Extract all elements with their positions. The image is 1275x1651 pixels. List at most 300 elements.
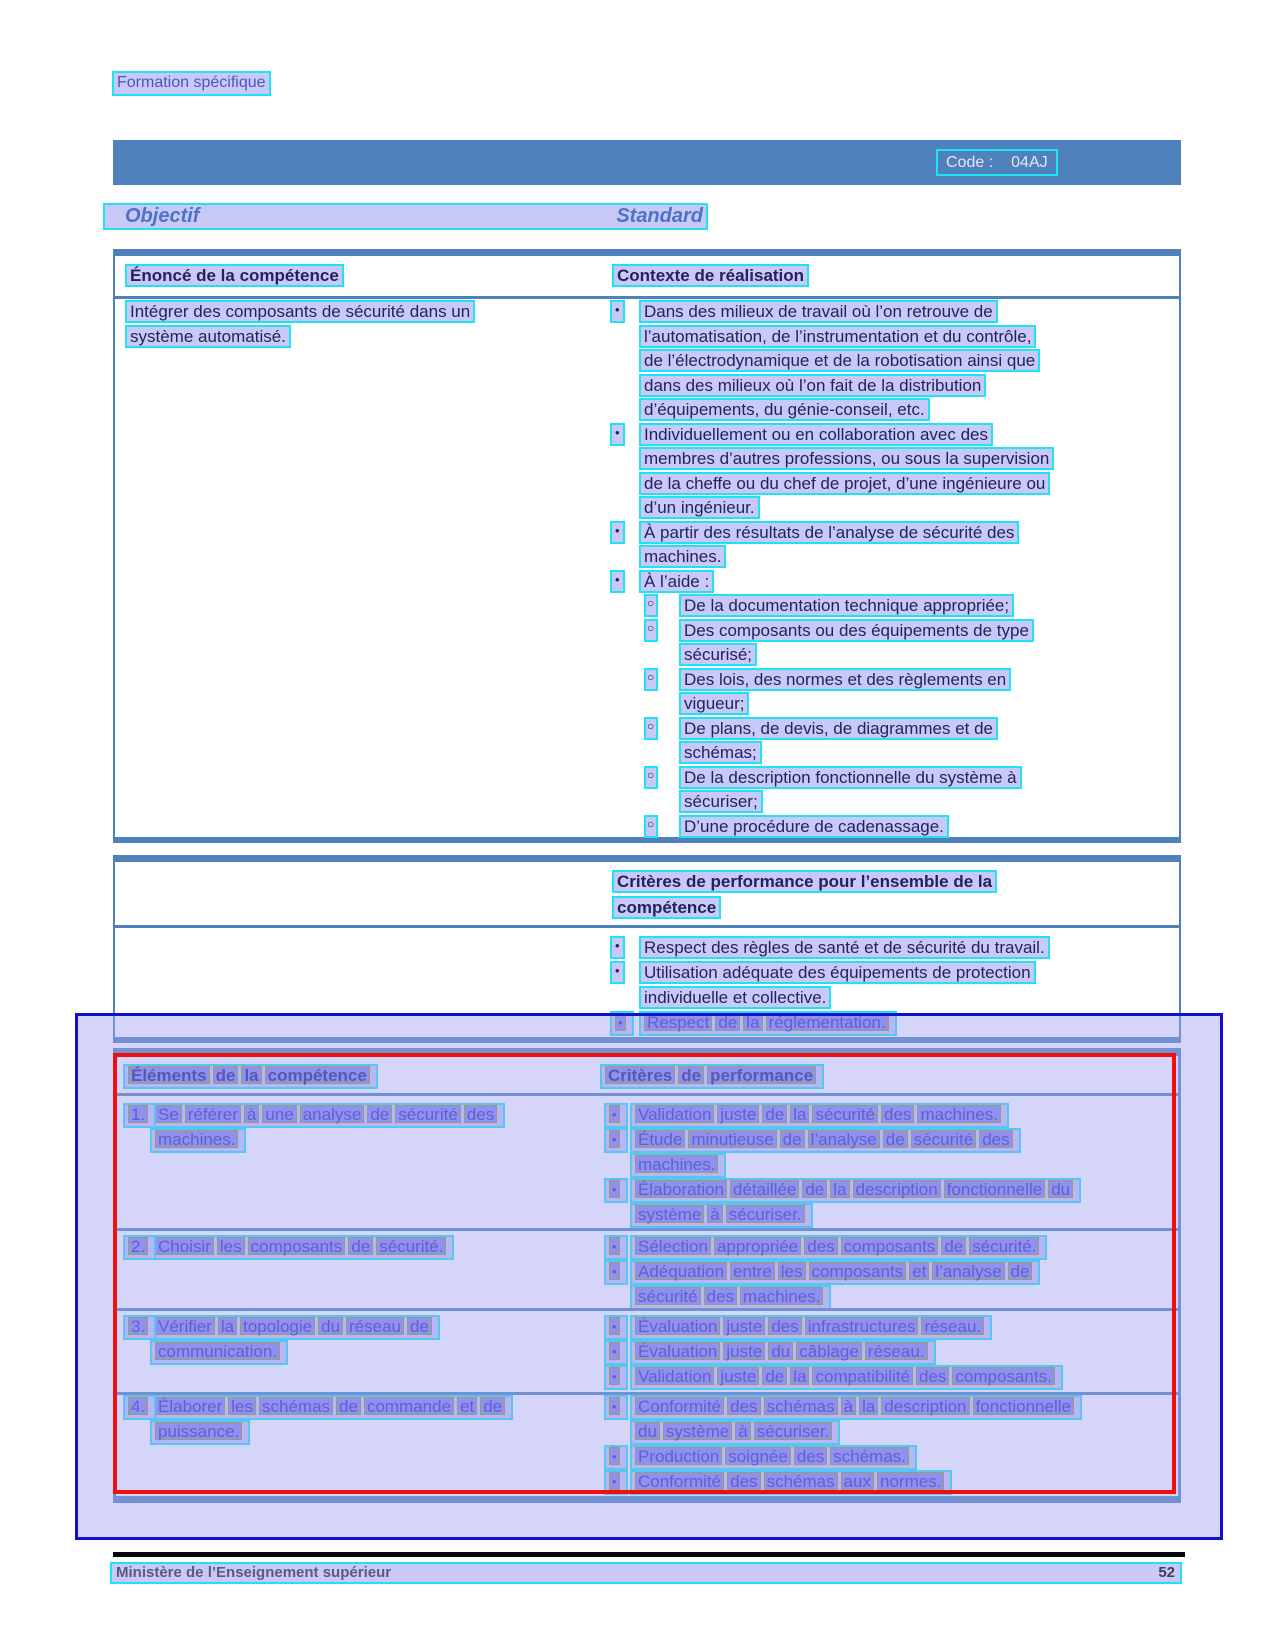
word-box: •	[609, 1262, 620, 1280]
word-box: de	[802, 1180, 827, 1198]
text-line	[125, 300, 475, 325]
code-label: Code :	[946, 154, 994, 171]
text-line	[602, 741, 1180, 766]
bullet-marker: ○	[644, 594, 658, 617]
highlight-line: De plans, de devis, de diagrammes et de	[679, 717, 998, 740]
word-box: Évaluation	[635, 1317, 720, 1335]
word-box: appropriée	[714, 1237, 801, 1255]
word-box: la	[241, 1066, 261, 1084]
text-line	[602, 423, 1180, 448]
word-box: juste	[723, 1317, 765, 1335]
word-box: Respect	[644, 1013, 712, 1031]
text-line	[123, 1420, 593, 1445]
word-box: les	[228, 1397, 256, 1415]
highlight-line	[630, 1340, 936, 1365]
text-line	[602, 325, 1180, 350]
word-box: machines.	[155, 1130, 238, 1148]
highlight-line: membres d’autres professions, ou sous la supervision	[639, 447, 1054, 470]
word-box: câblage	[796, 1342, 862, 1360]
word-box: sécurité	[911, 1130, 977, 1148]
word-box: de	[941, 1237, 966, 1255]
word-box: •	[609, 1342, 620, 1360]
text-line	[602, 986, 1180, 1011]
highlight-line	[600, 1064, 824, 1089]
word-box: Critères	[605, 1066, 675, 1084]
highlight-line: sécurisé;	[679, 643, 757, 666]
highlight-line	[639, 1011, 897, 1036]
highlight-line	[150, 1395, 513, 1420]
table3-header-right	[600, 1064, 824, 1089]
section-label: Formation spécifique	[112, 71, 271, 96]
highlight-line	[630, 1203, 813, 1228]
word-box: puissance.	[155, 1422, 242, 1440]
footer	[110, 1562, 1182, 1584]
word-box: composants.	[952, 1367, 1054, 1385]
text-line	[600, 1365, 1178, 1390]
word-box: les	[217, 1237, 245, 1255]
word-box: normes.	[877, 1472, 944, 1490]
bullet-marker	[604, 1470, 628, 1495]
word-box: Validation	[635, 1367, 714, 1385]
text-line	[123, 1103, 593, 1128]
word-box: Éléments	[128, 1066, 210, 1084]
word-box: sécurité	[812, 1105, 878, 1123]
word-box: •	[609, 1130, 620, 1148]
word-box: à	[735, 1422, 750, 1440]
text-line	[602, 668, 1180, 693]
word-box: entre	[730, 1262, 775, 1280]
highlight-line: Intégrer des composants de sécurité dans un	[125, 300, 475, 323]
word-box: fonctionnelle	[944, 1180, 1045, 1198]
word-box: de	[762, 1105, 787, 1123]
word-box: sécuriser.	[726, 1205, 805, 1223]
word-box: composants	[809, 1262, 907, 1280]
word-box: des	[804, 1237, 837, 1255]
text-line	[600, 1470, 1178, 1495]
word-box: des	[916, 1367, 949, 1385]
word-box: •	[609, 1317, 620, 1335]
word-box: sécuriser.	[754, 1422, 833, 1440]
word-box: Conformité	[635, 1397, 724, 1415]
bullet-marker: ○	[644, 717, 658, 740]
word-box: Production	[635, 1447, 722, 1465]
text-line	[600, 1420, 1178, 1445]
word-box: à	[841, 1397, 856, 1415]
word-box: •	[609, 1472, 620, 1490]
global-criteria-table	[113, 855, 1181, 1043]
global-criteria-list	[602, 936, 1180, 1036]
highlight-line	[150, 1420, 250, 1445]
highlight-line: Respect des règles de santé et de sécurité du travail.	[639, 936, 1050, 959]
text-line	[600, 1445, 1178, 1470]
text-line	[602, 717, 1180, 742]
criteria-cell	[600, 1103, 1178, 1228]
highlight-line	[630, 1260, 1040, 1285]
element-cell	[123, 1235, 593, 1260]
word-box: minutieuse	[688, 1130, 776, 1148]
highlight-line: De la documentation technique appropriée;	[679, 594, 1014, 617]
word-box: de	[762, 1367, 787, 1385]
highlight-line: D’une procédure de cadenassage.	[679, 815, 949, 838]
bullet-marker: ○	[644, 766, 658, 789]
element-cell	[123, 1103, 593, 1153]
text-line	[602, 374, 1180, 399]
word-box: infrastructures	[805, 1317, 919, 1335]
word-box: •	[609, 1105, 620, 1123]
text-line	[600, 1260, 1178, 1285]
highlight-line	[123, 1064, 378, 1089]
highlight-line	[150, 1340, 288, 1365]
text-line	[602, 815, 1180, 840]
bullet-marker: •	[610, 936, 625, 959]
text-line	[602, 790, 1180, 815]
word-box: réseau	[346, 1317, 404, 1335]
word-box: machines.	[740, 1287, 823, 1305]
text-line	[600, 1203, 1178, 1228]
highlight-line	[630, 1103, 1009, 1128]
text-line	[602, 545, 1180, 570]
element-cell	[123, 1315, 593, 1365]
word-box: du	[635, 1422, 660, 1440]
footer-ministry-text: Ministère de l’Enseignement supérieur	[116, 1564, 392, 1581]
text-line	[602, 398, 1180, 423]
highlight-line	[150, 1315, 440, 1340]
word-box: la	[790, 1367, 809, 1385]
highlight-line	[630, 1178, 1081, 1203]
word-box: Choisir	[155, 1237, 214, 1255]
text-line	[600, 1395, 1178, 1420]
word-box: communication.	[155, 1342, 280, 1360]
item-number	[123, 1315, 156, 1340]
code-value: 04AJ	[1011, 154, 1048, 171]
text-line	[123, 1128, 593, 1153]
word-box: •	[615, 1013, 626, 1031]
word-box: du	[318, 1317, 343, 1335]
word-box: l’analyse	[808, 1130, 880, 1148]
word-box: de	[367, 1105, 392, 1123]
highlight-line: d’un ingénieur.	[639, 496, 760, 519]
word-box: référer	[185, 1105, 241, 1123]
bullet-marker	[604, 1235, 628, 1260]
text-line	[123, 1315, 593, 1340]
bullet-marker: ○	[644, 619, 658, 642]
word-box: schémas	[764, 1472, 838, 1490]
highlight-line: de la cheffe ou du chef de projet, d’une ingénieure ou	[639, 472, 1050, 495]
word-box: de	[336, 1397, 361, 1415]
text-line	[602, 936, 1180, 961]
word-box: système	[663, 1422, 732, 1440]
word-box: 4.	[128, 1397, 148, 1415]
word-box: de	[213, 1066, 239, 1084]
table-header-separator	[116, 1093, 1178, 1096]
objectif-heading: Objectif	[125, 205, 200, 227]
word-box: de	[883, 1130, 908, 1148]
highlight-line	[150, 1128, 246, 1153]
text-line	[602, 594, 1180, 619]
word-box: la	[218, 1317, 237, 1335]
highlight-line: Dans des milieux de travail où l’on retrouve de	[639, 300, 998, 323]
word-box: de	[715, 1013, 740, 1031]
word-box: des	[704, 1287, 737, 1305]
text-line	[602, 619, 1180, 644]
word-box: •	[609, 1397, 620, 1415]
table-row	[116, 1392, 1178, 1494]
text-line	[600, 1128, 1178, 1153]
table1-header-left: Énoncé de la compétence	[125, 264, 344, 287]
text-line	[602, 570, 1180, 595]
text-line	[602, 349, 1180, 374]
word-box: Élaborer	[155, 1397, 225, 1415]
text-line	[602, 300, 1180, 325]
item-number	[123, 1235, 156, 1260]
word-box: fonctionnelle	[973, 1397, 1074, 1415]
highlight-line	[630, 1128, 1021, 1153]
highlight-line: À l’aide :	[639, 570, 714, 593]
bullet-marker: ○	[644, 815, 658, 838]
highlight-line: Des composants ou des équipements de type	[679, 619, 1034, 642]
word-box: Sélection	[635, 1237, 711, 1255]
word-box: de	[348, 1237, 373, 1255]
bullet-marker	[604, 1260, 628, 1285]
word-box: Évaluation	[635, 1342, 720, 1360]
highlight-line: compétence	[612, 896, 721, 919]
word-box: composants	[841, 1237, 939, 1255]
bullet-marker	[604, 1103, 628, 1128]
highlight-line: Critères de performance pour l’ensemble de la	[612, 870, 997, 893]
word-box: la	[743, 1013, 762, 1031]
bullet-marker	[610, 1011, 634, 1036]
word-box: de	[480, 1397, 505, 1415]
page-number: 52	[1158, 1564, 1175, 1581]
text-line	[123, 1340, 593, 1365]
word-box: du	[1048, 1180, 1073, 1198]
bullet-marker	[604, 1365, 628, 1390]
text-line	[125, 325, 475, 350]
highlight-line	[630, 1235, 1047, 1260]
bullet-marker: •	[610, 961, 625, 984]
criteria-cell	[600, 1315, 1178, 1390]
highlight-line: de l’électrodynamique et de la robotisation ainsi que	[639, 349, 1040, 372]
highlight-line: Utilisation adéquate des équipements de protection	[639, 961, 1036, 984]
word-box: Validation	[635, 1105, 714, 1123]
word-box: machines.	[635, 1155, 718, 1173]
global-criteria-header	[612, 870, 997, 922]
standard-heading: Standard	[616, 205, 703, 227]
table-header-separator	[115, 925, 1179, 928]
elements-criteria-table	[113, 1048, 1181, 1503]
objectif-standard-band	[103, 203, 708, 230]
text-line	[123, 1064, 378, 1089]
table3-header-left	[123, 1064, 378, 1089]
word-box: analyse	[300, 1105, 365, 1123]
text-line	[612, 896, 997, 922]
word-box: de	[780, 1130, 805, 1148]
word-box: topologie	[240, 1317, 315, 1335]
text-line	[602, 643, 1180, 668]
word-box: soignée	[725, 1447, 791, 1465]
bullet-marker: •	[610, 300, 625, 323]
text-line	[602, 496, 1180, 521]
word-box: sécurité.	[376, 1237, 446, 1255]
word-box: description	[853, 1180, 941, 1198]
text-line	[600, 1178, 1178, 1203]
word-box: et	[457, 1397, 477, 1415]
word-box: à	[707, 1205, 722, 1223]
word-box: juste	[723, 1342, 765, 1360]
criteria-cell	[600, 1395, 1178, 1495]
highlight-line: individuelle et collective.	[639, 986, 831, 1009]
word-box: de	[678, 1066, 704, 1084]
word-box: de	[407, 1317, 432, 1335]
bullet-marker: •	[610, 423, 625, 446]
highlight-line	[630, 1420, 840, 1445]
word-box: 3.	[128, 1317, 148, 1335]
table-header-separator	[115, 296, 1179, 299]
highlight-line	[630, 1445, 917, 1470]
text-line	[612, 870, 997, 896]
text-line	[602, 961, 1180, 986]
bullet-marker	[604, 1178, 628, 1203]
item-number	[123, 1103, 156, 1128]
word-box: détaillée	[730, 1180, 799, 1198]
text-line	[602, 521, 1180, 546]
word-box: la	[859, 1397, 878, 1415]
word-box: commande	[364, 1397, 454, 1415]
word-box: Conformité	[635, 1472, 724, 1490]
table-row	[116, 1232, 1178, 1308]
word-box: performance	[707, 1066, 816, 1084]
word-box: à	[244, 1105, 259, 1123]
table-row	[116, 1312, 1178, 1392]
highlight-line	[150, 1235, 454, 1260]
word-box: des	[794, 1447, 827, 1465]
word-box: sécurité	[395, 1105, 461, 1123]
text-line	[602, 766, 1180, 791]
bullet-marker	[604, 1340, 628, 1365]
text-line	[600, 1235, 1178, 1260]
bullet-marker	[604, 1315, 628, 1340]
text-line	[602, 472, 1180, 497]
word-box: Adéquation	[635, 1262, 727, 1280]
highlight-line: Des lois, des normes et des règlements en	[679, 668, 1011, 691]
word-box: du	[768, 1342, 793, 1360]
highlight-line: dans des milieux où l’on fait de la distribution	[639, 374, 986, 397]
text-line	[600, 1103, 1178, 1128]
word-box: des	[979, 1130, 1012, 1148]
word-box: juste	[717, 1105, 759, 1123]
text-line	[602, 1011, 1180, 1036]
word-box: schémas.	[830, 1447, 909, 1465]
word-box: schémas	[764, 1397, 838, 1415]
word-box: schémas	[259, 1397, 333, 1415]
word-box: sécurité.	[969, 1237, 1039, 1255]
text-line	[602, 692, 1180, 717]
word-box: •	[609, 1180, 620, 1198]
row-separator	[116, 1228, 1178, 1231]
word-box: 2.	[128, 1237, 148, 1255]
word-box: aux	[841, 1472, 874, 1490]
word-box: •	[609, 1447, 620, 1465]
competence-statement	[125, 300, 475, 349]
text-line	[123, 1395, 593, 1420]
highlight-line	[630, 1470, 952, 1495]
highlight-line: De la description fonctionnelle du système à	[679, 766, 1022, 789]
bullet-marker	[604, 1445, 628, 1470]
highlight-line: vigueur;	[679, 692, 749, 715]
word-box: 1.	[128, 1105, 148, 1123]
highlight-line	[630, 1365, 1063, 1390]
bullet-marker	[604, 1128, 628, 1153]
text-line	[600, 1315, 1178, 1340]
word-box: Se	[155, 1105, 182, 1123]
code-box	[936, 149, 1058, 176]
bullet-marker: ○	[644, 668, 658, 691]
footer-rule	[113, 1552, 1185, 1557]
word-box: une	[262, 1105, 296, 1123]
text-line	[123, 1235, 593, 1260]
word-box: Étude	[635, 1130, 685, 1148]
word-box: •	[609, 1367, 620, 1385]
word-box: réglementation.	[766, 1013, 889, 1031]
word-box: réseau.	[865, 1342, 928, 1360]
highlight-line	[630, 1395, 1082, 1420]
word-box: et	[909, 1262, 929, 1280]
bullet-marker: •	[610, 570, 625, 593]
word-box: description	[881, 1397, 969, 1415]
highlight-line: sécuriser;	[679, 790, 763, 813]
text-line	[602, 447, 1180, 472]
bullet-marker	[604, 1395, 628, 1420]
table-row	[116, 1100, 1178, 1228]
word-box: des	[727, 1472, 760, 1490]
highlight-line	[630, 1315, 992, 1340]
context-bullet-list	[602, 300, 1180, 839]
table1-header-right: Contexte de réalisation	[612, 264, 809, 287]
code-bar	[113, 140, 1181, 185]
word-box: Élaboration	[635, 1180, 727, 1198]
text-line	[600, 1153, 1178, 1178]
word-box: réseau.	[921, 1317, 984, 1335]
text-line	[600, 1064, 824, 1089]
word-box: de	[1008, 1262, 1033, 1280]
highlight-line	[630, 1153, 726, 1178]
word-box: système	[635, 1205, 704, 1223]
word-box: compatibilité	[812, 1367, 913, 1385]
highlight-line: système automatisé.	[125, 325, 291, 348]
word-box: des	[727, 1397, 760, 1415]
highlight-line	[630, 1285, 831, 1310]
word-box: des	[881, 1105, 914, 1123]
text-line	[600, 1285, 1178, 1310]
text-line	[600, 1340, 1178, 1365]
word-box: des	[768, 1317, 801, 1335]
highlight-line: d’équipements, du génie-conseil, etc.	[639, 398, 930, 421]
word-box: composants	[248, 1237, 346, 1255]
word-box: •	[609, 1237, 620, 1255]
highlight-line: l’automatisation, de l’instrumentation et du contrôle,	[639, 325, 1036, 348]
bullet-marker: •	[610, 521, 625, 544]
word-box: compétence	[265, 1066, 370, 1084]
word-box: juste	[717, 1367, 759, 1385]
item-number	[123, 1395, 156, 1420]
highlight-line: schémas;	[679, 741, 762, 764]
word-box: les	[778, 1262, 806, 1280]
word-box: des	[464, 1105, 497, 1123]
highlight-line: Individuellement ou en collaboration avec des	[639, 423, 993, 446]
highlight-line: À partir des résultats de l’analyse de sécurité des	[639, 521, 1019, 544]
element-cell	[123, 1395, 593, 1445]
word-box: la	[790, 1105, 809, 1123]
